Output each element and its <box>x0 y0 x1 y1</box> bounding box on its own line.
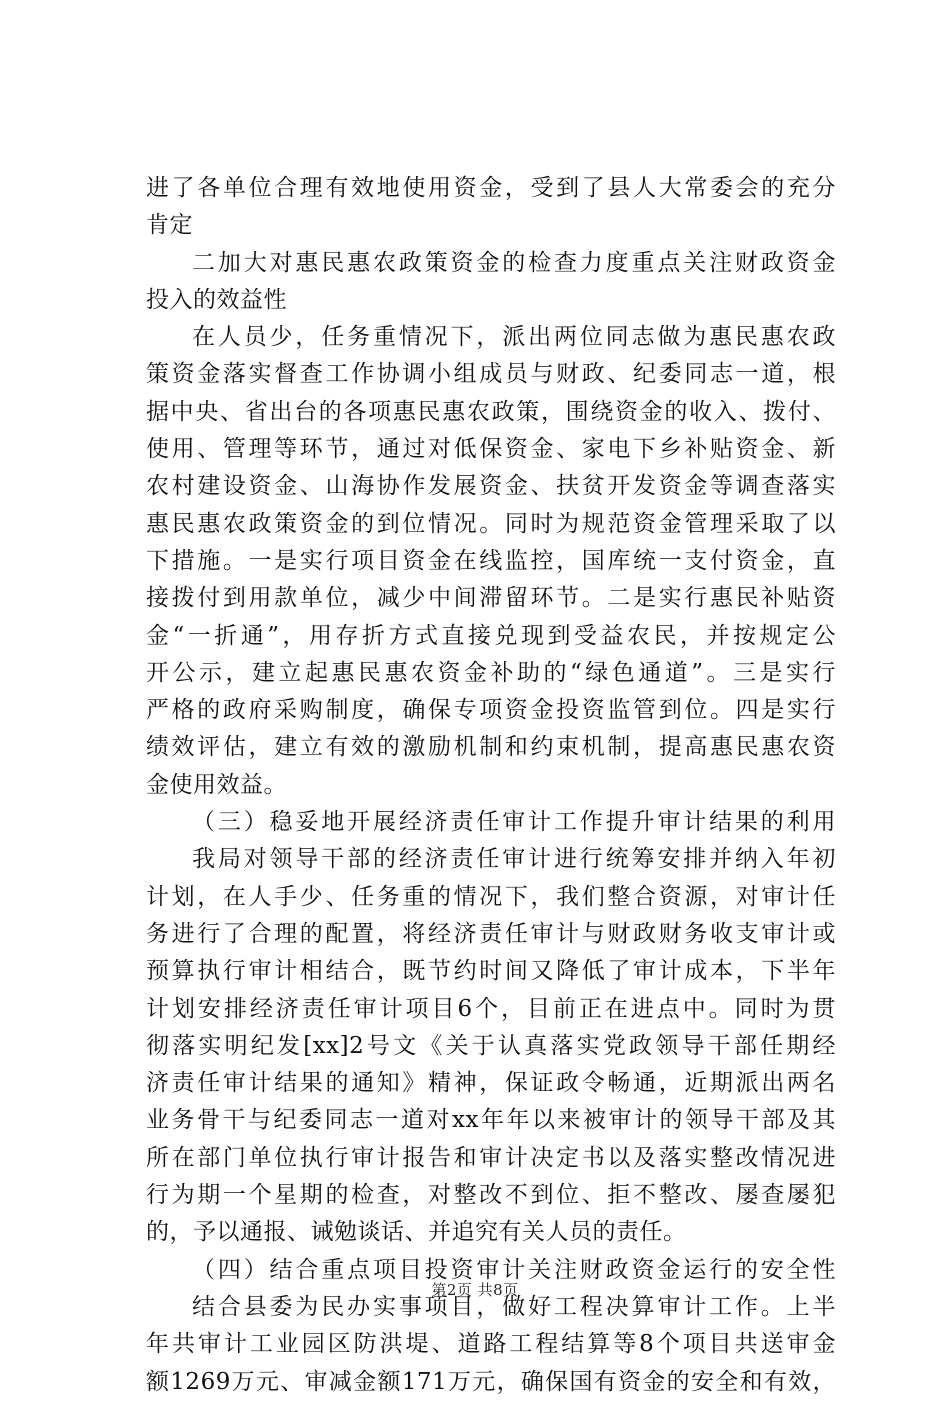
text-line: 进了各单位合理有效地使用资金，受到了县人大常委会的充分 <box>146 175 836 201</box>
text-line: 年共审计工业园区防洪堤、道路工程结算等8个项目共送审金 <box>146 1331 836 1358</box>
text-line: 金使用效益。 <box>146 771 287 798</box>
text-line: 业务骨干与纪委同志一道对xx年年以来被审计的领导干部及其 <box>146 1107 836 1134</box>
text-line: 彻落实明纪发[xx]2号文《关于认真落实党政领导干部任期经 <box>146 1032 836 1059</box>
text-line: 接拨付到用款单位，减少中间滞留环节。二是实行惠民补贴资 <box>146 585 836 612</box>
text-line: 额1269万元、审减金额171万元，确保国有资金的安全和有效， <box>146 1368 836 1395</box>
text-line: 行为期一个星期的检查，对整改不到位、拒不整改、屡查屡犯 <box>146 1182 836 1209</box>
document-body <box>146 170 836 1401</box>
text-line: 绩效评估，建立有效的激励机制和约束机制，提高惠民惠农资 <box>146 734 836 761</box>
text-line: 惠民惠农政策资金的到位情况。同时为规范资金管理采取了以 <box>146 510 836 537</box>
text-line: 结合县委为民办实事项目，做好工程决算审计工作。上半 <box>192 1293 836 1320</box>
text-line: 下措施。一是实行项目资金在线监控，国库统一支付资金，直 <box>146 547 836 574</box>
text-line: 开公示，建立起惠民惠农资金补助的“绿色通道”。三是实行 <box>146 659 836 686</box>
text-line: （四）结合重点项目投资审计关注财政资金运行的安全性 <box>192 1256 836 1283</box>
text-line: 农村建设资金、山海协作发展资金、扶贫开发资金等调查落实 <box>146 473 836 500</box>
text-line: 在人员少，任务重情况下，派出两位同志做为惠民惠农政 <box>192 324 836 351</box>
text-line: 二加大对惠民惠农政策资金的检查力度重点关注财政资金 <box>192 249 836 276</box>
text-line: 济责任审计结果的通知》精神，保证政令畅通，近期派出两名 <box>146 1070 836 1097</box>
text-line: 的，予以通报、诫勉谈话、并追究有关人员的责任。 <box>146 1219 687 1246</box>
text-line: 计划安排经济责任审计项目6个，目前正在进点中。同时为贯 <box>146 995 836 1022</box>
text-line: 策资金落实督查工作协调小组成员与财政、纪委同志一道，根 <box>146 361 836 388</box>
text-line: 严格的政府采购制度，确保专项资金投资监管到位。四是实行 <box>146 697 836 724</box>
text-line: 据中央、省出台的各项惠民惠农政策，围绕资金的收入、拨付、 <box>146 398 836 425</box>
text-line: 务进行了合理的配置，将经济责任审计与财政财务收支审计或 <box>146 920 836 947</box>
text-line: 计划，在人手少、任务重的情况下，我们整合资源，对审计任 <box>146 883 836 910</box>
text-line: 预算执行审计相结合，既节约时间又降低了审计成本，下半年 <box>146 958 836 985</box>
text-line: （三）稳妥地开展经济责任审计工作提升审计结果的利用 <box>192 809 836 836</box>
text-line: 投入的效益性 <box>146 286 287 313</box>
text-line: 肯定 <box>146 212 193 239</box>
text-line: 所在部门单位执行审计报告和审计决定书以及落实整改情况进 <box>146 1144 836 1171</box>
text-line: 使用、管理等环节，通过对低保资金、家电下乡补贴资金、新 <box>146 436 836 463</box>
text-line: 金“一折通”，用存折方式直接兑现到受益农民，并按规定公 <box>146 622 836 649</box>
text-line: 我局对领导干部的经济责任审计进行统筹安排并纳入年初 <box>192 846 836 873</box>
page-footer: 第2页 共8页 <box>431 1281 519 1299</box>
